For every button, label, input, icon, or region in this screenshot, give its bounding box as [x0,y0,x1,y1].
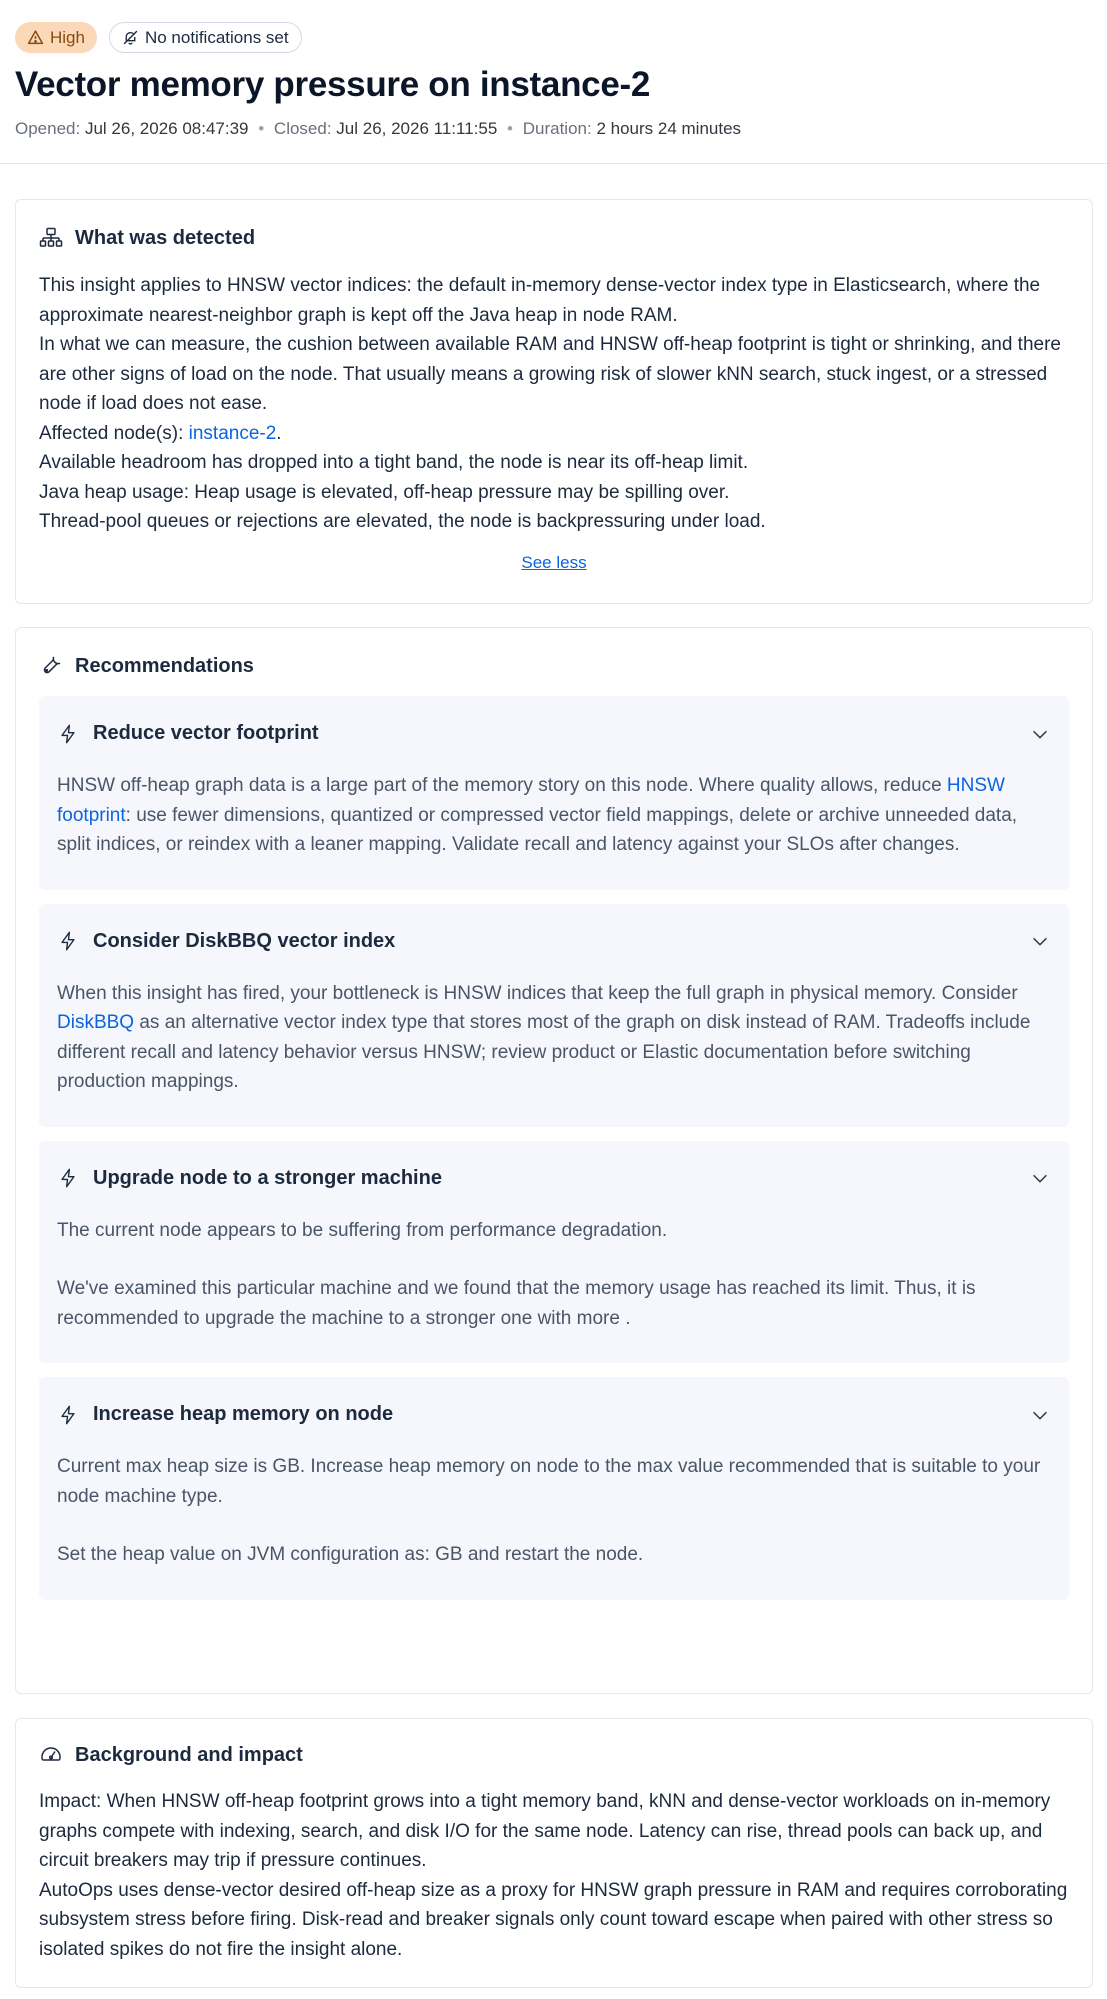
detected-line: In what we can measure, the cushion between available RAM and HNSW off-heap footprint is tight or shrinking, and there are other signs of load on the node. That usually means a growing risk of slower kNN search, stuck ingest, or a stressed node if load does not ease. [39,334,1061,414]
chevron-down-icon[interactable] [1029,930,1051,952]
severity-badge[interactable] [15,22,97,53]
chevron-down-icon[interactable] [1029,723,1051,745]
recommendation-body [57,1452,1051,1600]
recommendation-text: The current node appears to be suffering from performance degradation. [57,1219,668,1241]
closed-label: Closed: [273,119,332,138]
background-panel [15,1718,1093,1988]
recommendation-card [39,1141,1069,1364]
detected-title: What was detected [75,226,256,249]
recommendation-text: We've examined this particular machine and we found that the memory usage has reached its limit. Thus, it is recommended to upgrade the machine to a stronger one with more . [57,1278,976,1329]
recommendation-title: Increase heap memory on node [93,1403,394,1425]
recommendation-body [57,979,1051,1127]
recommendation-card [39,904,1069,1127]
lightning-icon [57,723,79,745]
affected-suffix: . [276,422,282,444]
recommendation-text: as an alternative vector index type that stores most of the graph on disk instead of RAM. Tradeoffs include different recall and latency behavior versus HNSW; review product or Elastic documentation before switching production mappings. [57,1012,1031,1092]
severity-label: High [50,27,85,47]
affected-nodes-line [39,419,1069,449]
node-network-icon [39,226,63,250]
wrench-icon [39,654,63,678]
background-title: Background and impact [75,1743,303,1766]
duration-label: Duration: [522,119,592,138]
duration-value: 2 hours 24 minutes [596,119,742,138]
notifications-badge[interactable] [109,22,302,53]
recommendation-title: Reduce vector footprint [93,722,319,744]
chevron-down-icon[interactable] [1029,1404,1051,1426]
lightning-icon [57,1404,79,1426]
recommendations-title: Recommendations [75,654,254,677]
gauge-icon [39,1743,63,1767]
recommendation-card [39,696,1069,890]
meta-separator: • [507,119,513,138]
recommendation-title: Upgrade node to a stronger machine [93,1166,442,1189]
detected-body [39,271,1069,537]
diskbbq-link[interactable]: DiskBBQ [57,1012,135,1033]
detected-line: Java heap usage: Heap usage is elevated, off-heap pressure may be spilling over. [39,481,730,503]
bell-off-icon [122,29,139,46]
badge-row [15,22,1092,53]
notifications-label: No notifications set [144,27,289,47]
affected-node-link[interactable]: instance-2 [188,422,277,444]
recommendation-text: : use fewer dimensions, quantized or compressed vector field mappings, delete or archive unneeded data, split indices, or reindex with a leaner mapping. Validate recall and latency against your SLOs after changes. [57,804,1018,855]
detected-line: This insight applies to HNSW vector indices: the default in-memory dense-vector index type in Elasticsearch, where the approximate nearest-neighbor graph is kept off the Java heap in node RAM. [39,275,1041,326]
detected-panel [15,199,1093,604]
lightning-icon [57,930,79,952]
lightning-icon [57,1167,79,1189]
background-body [39,1787,1069,1964]
background-header [39,1743,1069,1767]
opened-value: Jul 26, 2026 08:47:39 [84,119,249,138]
closed-value: Jul 26, 2026 11:11:55 [336,119,498,138]
recommendation-toggle[interactable] [57,1377,1051,1452]
recommendation-card [39,1377,1069,1600]
recommendation-text: Current max heap size is GB. Increase heap memory on node to the max value recommended that is suitable to your node machine type. [57,1456,1041,1507]
recommendations-header [39,654,1069,678]
event-meta [15,119,1092,139]
recommendation-title: Consider DiskBBQ vector index [93,929,396,952]
page-header [0,0,1107,164]
recommendation-text: HNSW off-heap graph data is a large part of the memory story on this node. Where quality allows, reduce [57,775,947,796]
meta-separator: • [258,119,265,138]
page-title: Vector memory pressure on instance-2 [15,65,651,104]
detected-header [39,226,1069,250]
recommendation-text: When this insight has fired, your bottleneck is HNSW indices that keep the full graph in physical memory. Consider [57,982,1018,1004]
warning-icon [27,29,44,46]
recommendation-toggle[interactable] [57,904,1051,979]
recommendations-panel [15,627,1093,1694]
background-text: Impact: When HNSW off-heap footprint grows into a tight memory band, kNN and dense-vector workloads on in-memory graphs compete with indexing, search, and disk I/O for the same node. Latency can rise, thread pools can back up, and circuit breakers may trip if pressure continues. [39,1791,1051,1871]
recommendation-body [57,1216,1051,1364]
chevron-down-icon[interactable] [1029,1167,1051,1189]
recommendation-toggle[interactable] [57,696,1051,771]
hnsw-footprint-link[interactable]: HNSW footprint [57,775,1005,826]
recommendation-body [57,771,1051,890]
detected-line: Available headroom has dropped into a tight band, the node is near its off-heap limit. [39,452,749,473]
recommendation-toggle[interactable] [57,1141,1051,1216]
see-less-link[interactable]: See less [521,552,587,572]
detected-line: Thread-pool queues or rejections are elevated, the node is backpressuring under load. [39,511,766,532]
background-text: AutoOps uses dense-vector desired off-heap size as a proxy for HNSW graph pressure in RAM and requires corroborating subsystem stress before firing. Disk-read and breaker signals only count toward escape when paired with other stress so isolated spikes do not fire the insight alone. [39,1879,1068,1960]
recommendation-text: Set the heap value on JVM configuration as: GB and restart the node. [57,1544,644,1565]
opened-label: Opened: [15,119,81,138]
affected-prefix: Affected node(s): [39,422,189,444]
